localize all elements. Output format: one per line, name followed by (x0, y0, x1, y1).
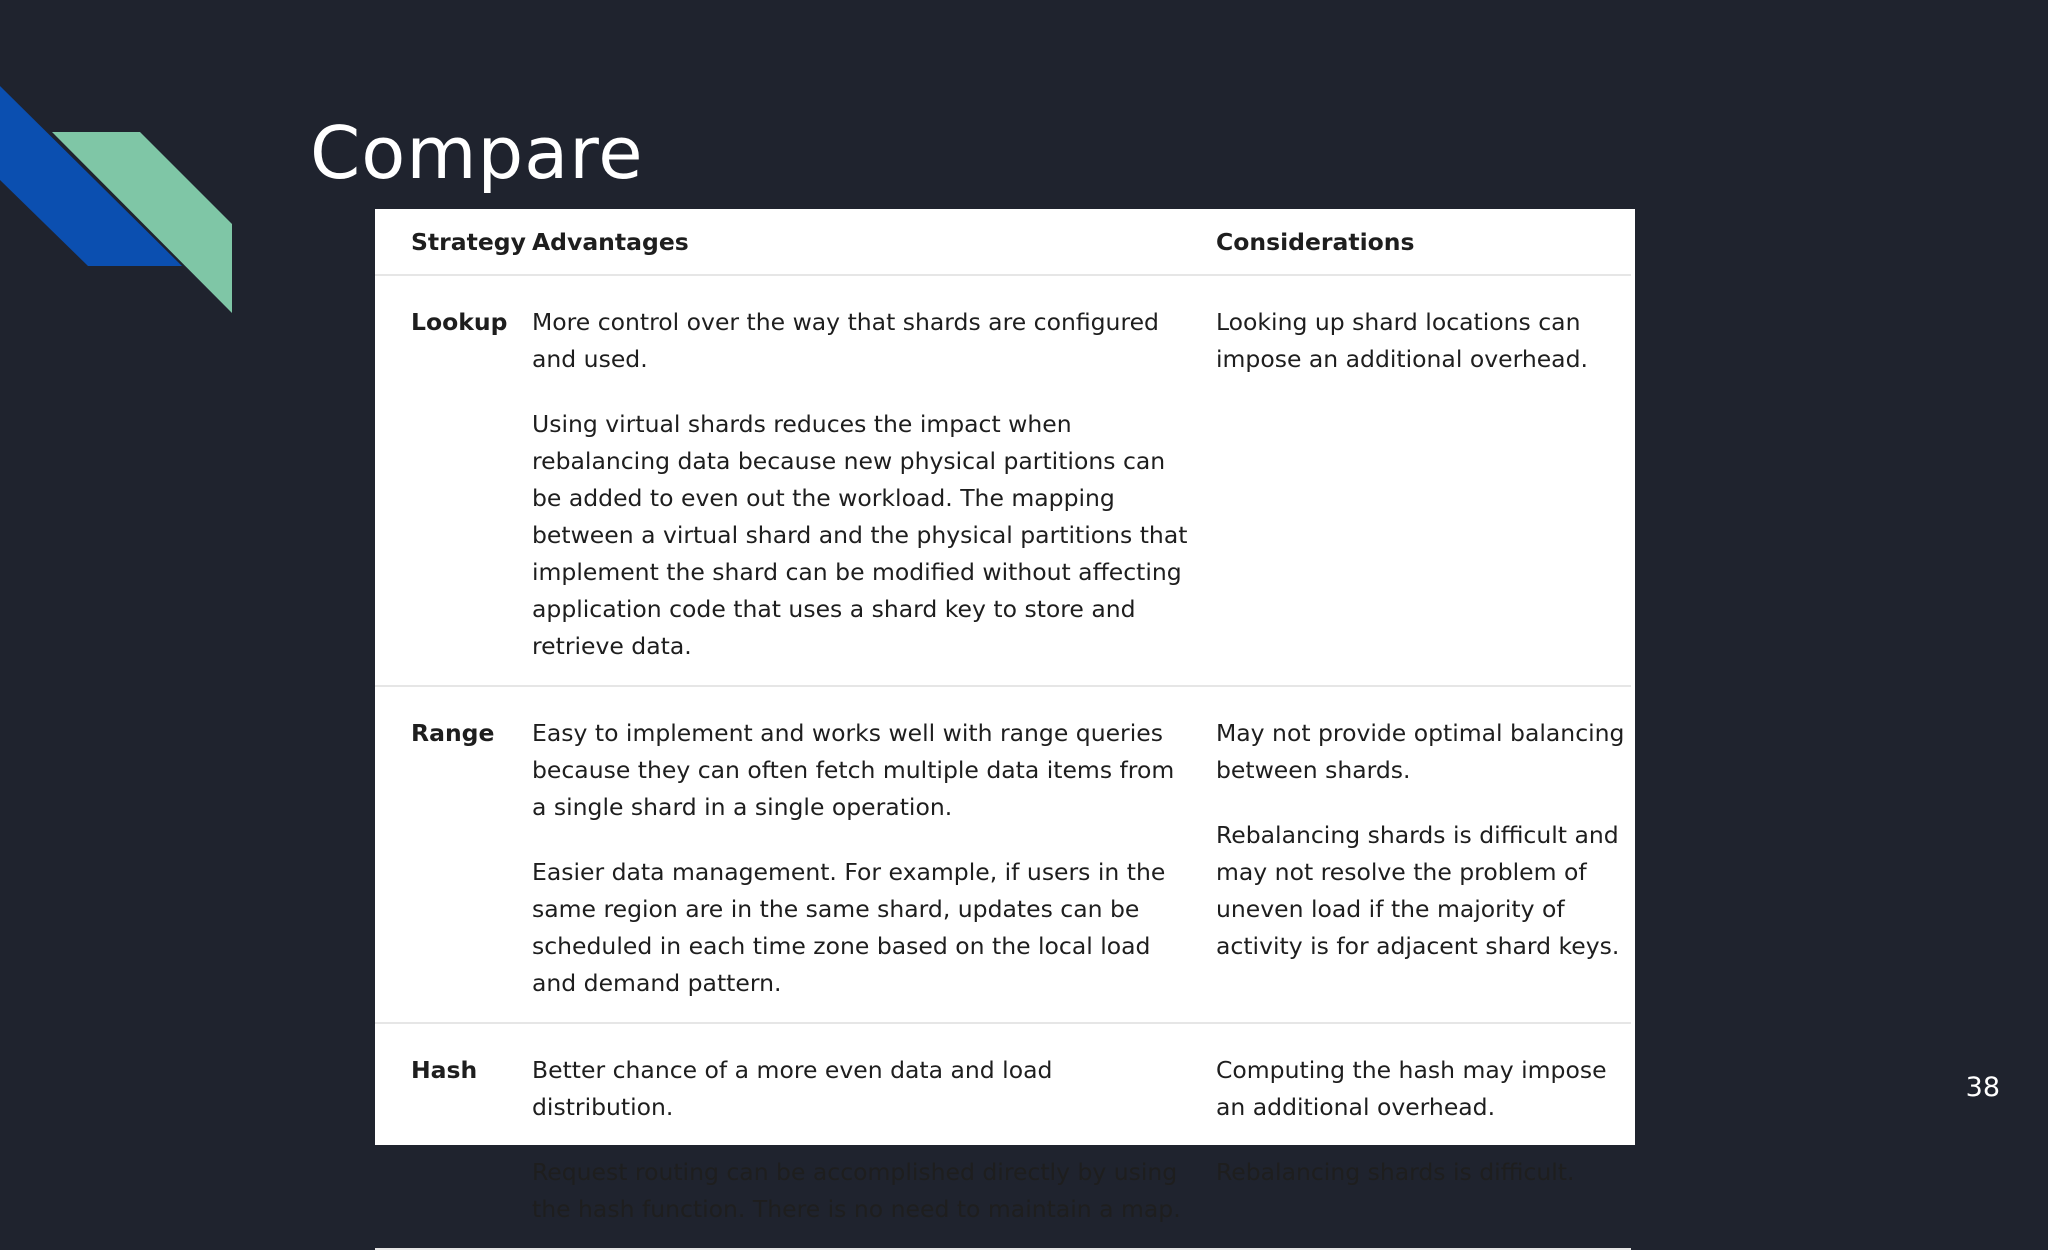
advantage-text: Better chance of a more even data and load distribution. (532, 1056, 1053, 1121)
strategy-cell: Lookup (375, 275, 532, 686)
advantage-text: Easy to implement and works well with range queries because they can often fetch multiple data items from a single shard in a single operation. (532, 719, 1175, 821)
advantages-cell (532, 275, 1216, 686)
header-advantages: Advantages (532, 209, 1216, 275)
considerations-cell (1216, 686, 1631, 1023)
page-title: Compare (310, 111, 644, 195)
advantage-text: More control over the way that shards are configured and used. (532, 308, 1159, 373)
table-row (375, 1023, 1631, 1249)
strategy-cell: Hash (375, 1023, 532, 1249)
page-number: 38 (1965, 1072, 2000, 1103)
strategy-cell: Range (375, 686, 532, 1023)
table-header-row (375, 209, 1631, 275)
consideration-text: May not provide optimal balancing between shards. (1216, 719, 1625, 784)
advantages-cell (532, 1023, 1216, 1249)
header-considerations: Considerations (1216, 209, 1631, 275)
table-row (375, 275, 1631, 686)
considerations-cell (1216, 1023, 1631, 1249)
comparison-table-panel (375, 209, 1635, 1223)
advantage-text: Using virtual shards reduces the impact when rebalancing data because new physical partitions can be added to even out the workload. The mapping between a virtual shard and the physical partitions that implement the shard can be modified without affecting application code that uses a shard key to store and retrieve data. (532, 410, 1188, 660)
advantage-text: Request routing can be accomplished directly by using the hash function. There is no need to maintain a map. (532, 1158, 1181, 1223)
header-strategy: Strategy (375, 209, 532, 275)
consideration-text: Looking up shard locations can impose an additional overhead. (1216, 308, 1588, 373)
consideration-text: Computing the hash may impose an additional overhead. (1216, 1056, 1607, 1121)
comparison-table (375, 209, 1631, 1250)
consideration-text: Rebalancing shards is difficult and may not resolve the problem of uneven load if the majority of activity is for adjacent shard keys. (1216, 821, 1620, 960)
consideration-text: Rebalancing shards is difficult. (1216, 1158, 1575, 1186)
considerations-cell (1216, 275, 1631, 686)
table-row (375, 686, 1631, 1023)
corner-decoration (0, 0, 240, 320)
advantage-text: Easier data management. For example, if users in the same region are in the same shard, updates can be scheduled in each time zone based on the local load and demand pattern. (532, 858, 1166, 997)
advantages-cell (532, 686, 1216, 1023)
